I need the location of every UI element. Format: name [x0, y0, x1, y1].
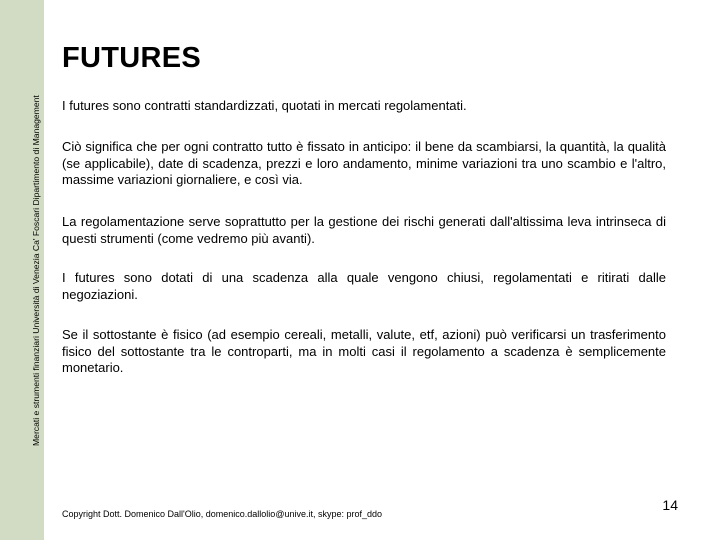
sidebar-band: [0, 0, 44, 540]
paragraph-standardization: Ciò significa che per ogni contratto tutto è fissato in anticipo: il bene da scambiarsi, la quantità, la qualità (se applicabile), date di scadenza, prezzi e loro andamento, minime variazioni tra uno scambio e l'altro, massime variazioni giornaliere, e così via.: [62, 139, 666, 187]
paragraph-regulation: La regolamentazione serve soprattutto per la gestione dei rischi generati dall'altissima leva intrinseca di questi strumenti (come vedremo più avanti).: [62, 214, 666, 246]
paragraph-definition: I futures sono contratti standardizzati, quotati in mercati regolamentati.: [62, 98, 467, 113]
page-number: 14: [662, 497, 678, 513]
slide-title: FUTURES: [62, 42, 202, 74]
paragraph-settlement: Se il sottostante è fisico (ad esempio cereali, metalli, valute, etf, azioni) può verificarsi un trasferimento fisico del sottostante tra le controparti, ma in molti casi il regolamento a scadenza è semplicemente monetario.: [62, 327, 666, 375]
footer-copyright: Copyright Dott. Domenico Dall'Olio, domenico.dallolio@unive.it, skype: prof_ddo: [62, 509, 383, 519]
sidebar-caption: Mercati e strumenti finanziari Università di Venezia Ca' Foscari Dipartimento di Management: [31, 95, 41, 446]
paragraph-expiry: I futures sono dotati di una scadenza alla quale vengono chiusi, regolamentati e ritirati dalle negoziazioni.: [62, 270, 666, 302]
